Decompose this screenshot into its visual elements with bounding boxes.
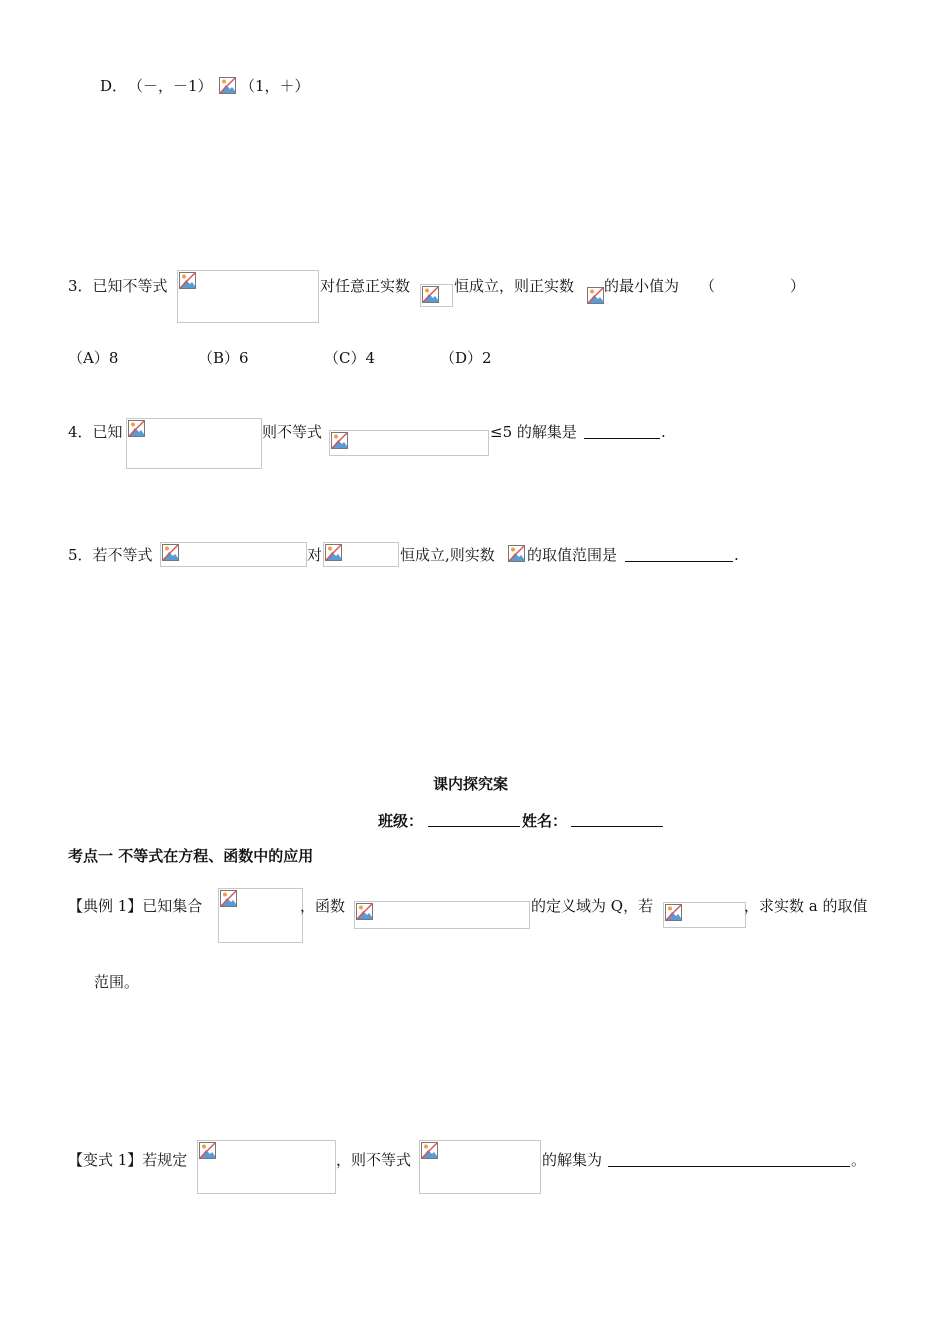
broken-image-icon [331,432,348,449]
formula-image [197,1140,336,1194]
q5-lead: 5．若不等式 [68,546,153,564]
variant1-lead: 【变式 1】若规定 [68,1151,188,1169]
q4-mid: 则不等式 [262,423,323,441]
broken-image-icon [421,1142,438,1159]
class-label: 班级： [378,812,424,830]
answer-blank [625,561,733,562]
broken-image-icon [665,904,682,921]
q3-mid1: 对任意正实数 [320,277,411,295]
broken-image-icon [325,544,342,561]
q3-option-a: （A）8 [68,349,119,367]
name-blank [571,826,663,827]
broken-image-icon [218,76,239,97]
section-title: 课内探究案 [433,775,509,793]
q3-tail: 的最小值为 [604,277,680,295]
q5-end: . [734,546,739,564]
broken-image-icon [162,544,179,561]
formula-image [218,888,303,943]
option-d-label: D． [100,77,128,95]
option-d-interval-1: （－，－1） [128,77,213,95]
broken-image-icon [220,890,237,907]
answer-blank [584,438,660,439]
formula-image [420,284,453,307]
formula-image [586,286,604,305]
option-d-interval-2: （1，＋） [240,77,310,95]
example1-mid1: ，函数 [300,897,346,915]
formula-image [419,1140,541,1194]
q3-mid2: 恒成立，则正实数 [454,277,575,295]
broken-image-icon [179,272,196,289]
broken-image-icon [422,286,439,303]
q3-option-d: （D）2 [440,349,492,367]
formula-image [323,542,399,567]
example1-line2: 范围。 [94,973,140,991]
formula-image [354,901,530,929]
variant1-end: 。 [851,1151,867,1169]
q5-mid1: 对 [307,546,323,564]
broken-image-icon [508,545,525,562]
broken-image-icon [356,903,373,920]
formula-image [663,902,746,928]
q4-end: . [661,423,666,441]
q3-option-c: （C）4 [324,349,376,367]
broken-image-icon [587,287,604,304]
q3-lead: 3．已知不等式 [68,277,168,295]
variant1-mid: ，则不等式 [336,1151,412,1169]
q5-mid2: 恒成立,则实数 [400,546,495,564]
example1-mid2: 的定义域为 Q，若 [531,897,654,915]
q5-tail: 的取值范围是 [527,546,618,564]
example1-lead: 【典例 1】已知集合 [68,897,203,915]
formula-image [126,418,262,469]
variant1-tail: 的解集为 [542,1151,603,1169]
q3-answer-paren: （ ） [700,277,806,295]
q4-tail: ≤5 的解集是 [490,423,577,441]
kaodian-heading: 考点一 不等式在方程、函数中的应用 [68,847,314,865]
broken-image-icon [199,1142,216,1159]
formula-image [329,430,489,456]
q3-option-b: （B）6 [198,349,249,367]
formula-image [177,270,319,323]
broken-image-icon [128,420,145,437]
class-blank [428,826,520,827]
name-label: 姓名： [522,812,568,830]
formula-image [160,542,307,567]
formula-image [507,544,527,565]
answer-blank [608,1166,850,1167]
q4-lead: 4．已知 [68,423,123,441]
example1-tail: ，求实数 a 的取值 [744,897,868,915]
